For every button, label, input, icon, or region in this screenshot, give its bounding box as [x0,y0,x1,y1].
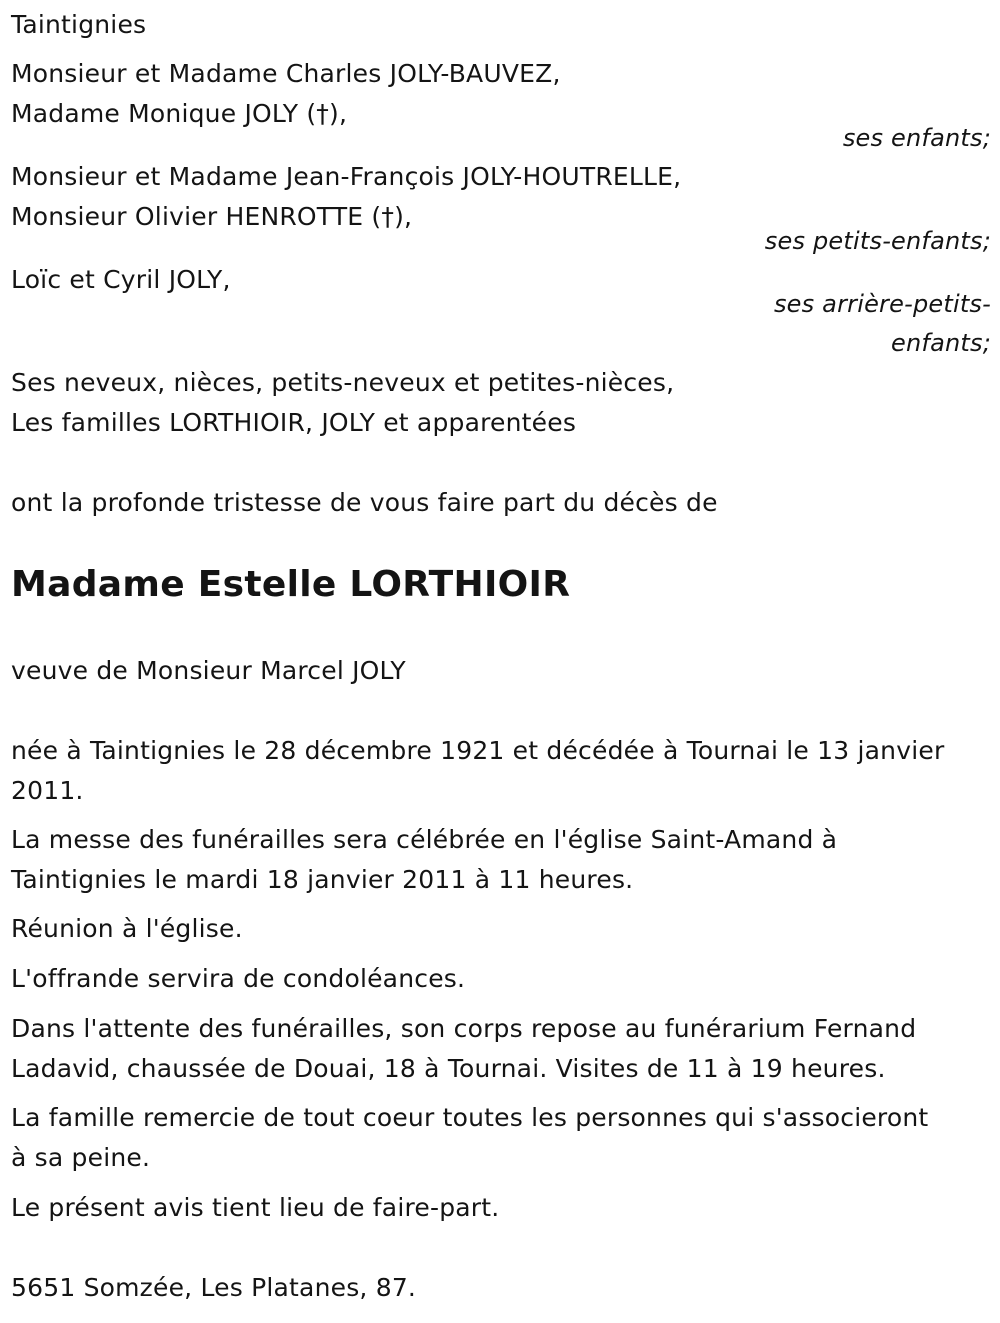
grandchild-line-2: Monsieur Olivier HENROTTE (†), [11,202,413,231]
announcement-text: ont la profonde tristesse de vous faire part du décès de [11,488,718,517]
grandchild-line-1: Monsieur et Madame Jean-François JOLY-HOUTRELLE, [11,162,682,191]
widow-of-text: veuve de Monsieur Marcel JOLY [11,656,406,685]
mass-line-1: La messe des funérailles sera célébrée en l'église Saint-Amand à [11,825,838,854]
thanks-line-1: La famille remercie de tout coeur toutes les personnes qui s'associeront [11,1103,929,1132]
visitation-line-2: Ladavid, chaussée de Douai, 18 à Tournai. Visites de 11 à 19 heures. [11,1054,886,1083]
thanks-line-2: à sa peine. [11,1143,151,1172]
visitation-line-1: Dans l'attente des funérailles, son corps repose au funérarium Fernand [11,1014,917,1043]
relation-great-grandchildren-1: ses arrière-petits- [773,290,991,318]
offering-text: L'offrande servira de condoléances. [11,964,466,993]
relation-grandchildren: ses petits-enfants; [764,227,991,255]
meeting-text: Réunion à l'église. [11,914,243,943]
mass-line-2: Taintignies le mardi 18 janvier 2011 à 11 heures. [11,865,634,894]
child-line-1: Monsieur et Madame Charles JOLY-BAUVEZ, [11,59,561,88]
relation-children: ses enfants; [842,124,991,152]
great-grandchild-line: Loïc et Cyril JOLY, [11,265,231,294]
notice-text: Le présent avis tient lieu de faire-part. [11,1193,500,1222]
deceased-name: Madame Estelle LORTHIOIR [11,564,571,605]
child-line-2: Madame Monique JOLY (†), [11,99,348,128]
address-text: 5651 Somzée, Les Platanes, 87. [11,1273,417,1302]
relatives-line-1: Ses neveux, nièces, petits-neveux et petites-nièces, [11,368,675,397]
birth-death-line-2: 2011. [11,776,84,805]
village-name: Taintignies [11,10,147,39]
relatives-line-2: Les familles LORTHIOIR, JOLY et apparentées [11,408,577,437]
birth-death-line-1: née à Taintignies le 28 décembre 1921 et décédée à Tournai le 13 janvier [11,736,945,765]
relation-great-grandchildren-2: enfants; [891,329,991,357]
